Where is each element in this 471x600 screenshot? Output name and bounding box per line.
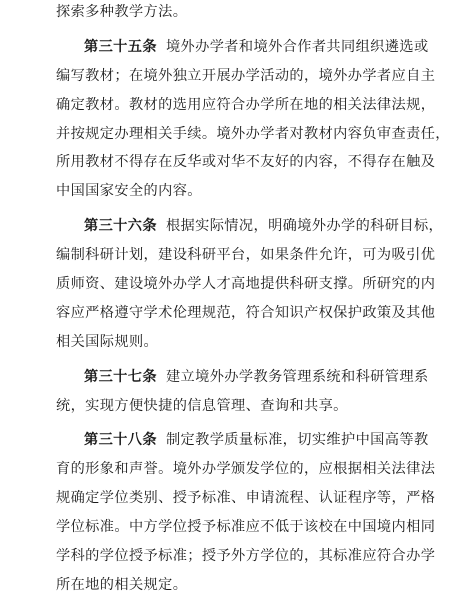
text-line: 中国国家安全的内容。 bbox=[56, 183, 202, 200]
article-number: 第三十五条 bbox=[84, 38, 157, 55]
text-line: 育的形象和声誉。境外办学颁发学位的，应根据相关法律法 bbox=[56, 461, 436, 478]
article-38 bbox=[56, 426, 456, 599]
article-text: 制定教学质量标准，切实维护中国高等教 bbox=[165, 432, 429, 449]
text-line: 编写教材；在境外独立开展办学活动的，境外办学者应自主 bbox=[56, 67, 436, 84]
text-line bbox=[56, 426, 456, 455]
text-line: 容应严格遵守学术伦理规范，符合知识产权保护政策及其他 bbox=[56, 304, 436, 321]
article-36 bbox=[56, 212, 456, 356]
article-text: 境外办学者和境外合作者共同组织遴选或 bbox=[165, 38, 429, 55]
text-line: 确定教材。教材的选用应符合办学所在地的相关法律法规， bbox=[56, 96, 436, 113]
text-line: 质师资、建设境外办学人才高地提供科研支撑。所研究的内 bbox=[56, 276, 436, 293]
text-line: 并按规定办理相关手续。境外办学者对教材内容负审查责任， bbox=[56, 125, 450, 142]
document-page bbox=[56, 0, 456, 600]
article-number: 第三十七条 bbox=[84, 368, 157, 385]
article-text: 建立境外办学教务管理系统和科研管理系 bbox=[165, 368, 429, 385]
text-line: 编制科研计划，建设科研平台，如果条件允许，可为吸引优 bbox=[56, 247, 436, 264]
article-text: 根据实际情况，明确境外办学的科研目标， bbox=[165, 218, 444, 235]
article-35 bbox=[56, 33, 456, 206]
text-line: 所在地的相关规定。 bbox=[56, 576, 188, 593]
text-line bbox=[56, 33, 456, 62]
article-number: 第三十六条 bbox=[84, 218, 157, 235]
text-line bbox=[56, 363, 456, 392]
paragraph-intro bbox=[56, 0, 456, 27]
text-line: 所用教材不得存在反华或对华不友好的内容，不得存在触及 bbox=[56, 154, 436, 171]
text-line: 相关国际规则。 bbox=[56, 333, 159, 350]
text-line: 学科的学位授予标准；授予外方学位的，其标准应符合办学 bbox=[56, 548, 436, 565]
text-line: 探索多种教学方法。 bbox=[56, 4, 188, 20]
text-line: 统，实现方便快捷的信息管理、查询和共享。 bbox=[56, 397, 348, 414]
article-number: 第三十八条 bbox=[84, 432, 157, 449]
text-line bbox=[56, 212, 456, 241]
text-line: 学位标准。中方学位授予标准应不低于该校在中国境内相同 bbox=[56, 519, 436, 536]
text-line: 规确定学位类别、授予标准、申请流程、认证程序等，严格 bbox=[56, 490, 436, 507]
article-37 bbox=[56, 363, 456, 421]
